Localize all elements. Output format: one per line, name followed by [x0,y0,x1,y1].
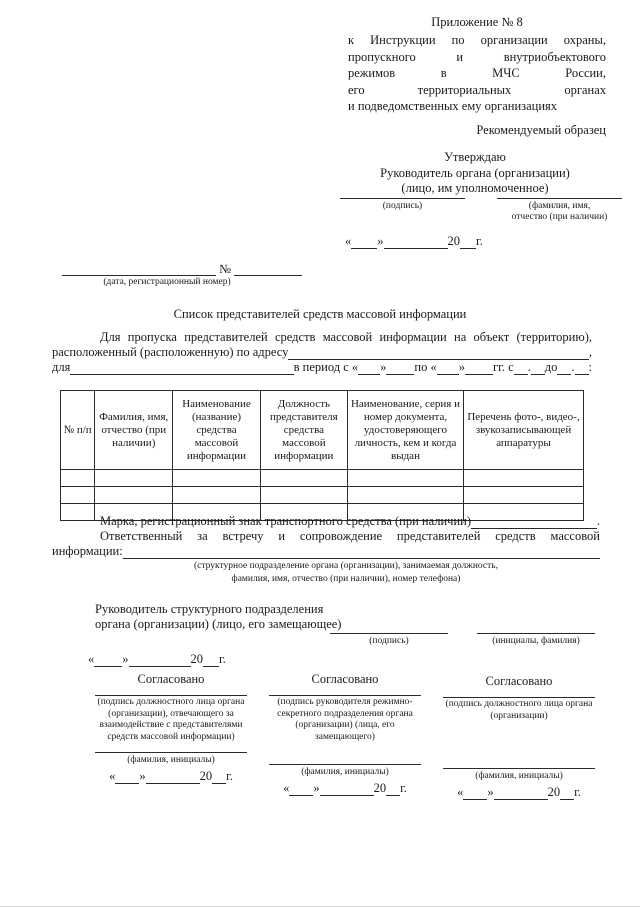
intro-colon: : [588,360,592,374]
responsible-label: информации: [52,544,123,558]
approve-date-year: 20 [447,234,460,248]
approval-column-3 [443,672,595,800]
intro-line-1: Для пропуска представителей средств массовой информации на объект (территорию), [100,330,592,344]
table-row[interactable] [61,470,584,487]
cell-equipment[interactable] [463,487,583,504]
head-signature-caption: (подпись) [369,636,409,646]
approval-date-quote-open-1: « [109,769,116,783]
cell-fullname[interactable] [95,487,173,504]
approve-signature-field[interactable] [340,198,465,223]
purpose-field[interactable] [70,362,293,375]
appendix-ref-line-2: пропускного и внутриобъектового [348,49,606,64]
approval-date-year-3: 20 [547,785,561,799]
approve-name-caption-2: отчество (при наличии) [511,212,608,222]
approval-date-3[interactable] [443,785,595,800]
appendix-number: Приложение № 8 [431,15,523,29]
cell-equipment[interactable] [463,470,583,487]
approval-date-suffix-2: г. [400,781,407,795]
approve-date-line[interactable] [345,234,483,249]
responsible-caption-1: (структурное подразделение органа (организации), занимаемая должность, [194,561,498,571]
appendix-ref-line-4: его территориальных органах [348,82,606,97]
approval-date-2[interactable] [269,781,421,796]
cell-media-name[interactable] [173,470,260,487]
approval-date-1[interactable] [95,769,247,784]
number-symbol: № [219,262,231,276]
approval-name-caption-3: (фамилия, инициалы) [475,771,563,781]
table-header-number: № п/п [61,391,95,470]
intro-address-label: расположенный (расположенную) по адресу [52,345,289,359]
approve-word: Утверждаю [444,150,506,164]
approve-date-suffix: г. [476,234,483,248]
approval-name-caption-1: (фамилия, инициалы) [127,755,215,765]
intro-purpose-label: для [52,360,71,374]
approval-date-quote-open-2: « [283,781,290,795]
cell-number[interactable] [61,487,95,504]
approve-name-line [497,198,622,199]
head-of-unit-date-line[interactable] [88,652,226,667]
approval-date-quote-close-1: » [139,769,146,783]
head-of-unit-line-2: органа (организации) (лицо, его замещающее) [95,617,342,631]
vehicle-line [52,514,600,529]
approve-date-quote-open: « [345,234,352,248]
representatives-table [60,390,584,521]
approve-name-field[interactable] [497,198,622,223]
cell-position[interactable] [260,470,347,487]
appendix-ref-line-1: к Инструкции по организации охраны, [348,33,606,47]
responsible-line-1: Ответственный за встречу и сопровождение представителей средств массовой [100,529,600,543]
head-date-suffix: г. [219,652,226,666]
responsible-caption-2: фамилия, имя, отчество (при наличии), номер телефона) [231,574,461,584]
head-initials-line [477,633,595,634]
page-title: Список представителей средств массовой информации [173,307,467,321]
vehicle-label: Марка, регистрационный знак транспортного средства (при наличии) [100,514,472,528]
approval-name-caption-2: (фамилия, инициалы) [301,767,389,777]
approve-name-caption-1: (фамилия, имя, [528,201,591,211]
vehicle-field[interactable] [471,516,597,529]
table-header-fullname: Фамилия, имя, отчество (при наличии) [95,391,173,470]
table-header-position: Должность представителя средства массовой информации [260,391,347,470]
approval-caption-1: (подпись должностного лица органа (организации), отвечающего за взаимодействие с представителями средств массовой информации) [97,697,245,742]
table-row[interactable] [61,487,584,504]
appendix-reference [348,32,606,115]
registration-date-field[interactable] [62,262,216,276]
head-date-quote-close: » [122,652,129,666]
approval-date-suffix-3: г. [574,785,581,799]
intro-years-label: гг. с [492,360,514,374]
intro-line-3 [52,360,592,375]
table-header-id-document: Наименование, серия и номер документа, удостоверяющего личность, кем и когда выдан [348,391,464,470]
vehicle-line-end: . [596,514,600,528]
approve-date-quote-close: » [377,234,384,248]
approval-date-quote-close-3: » [487,785,494,799]
registration-block[interactable] [62,262,302,287]
intro-period-to: по « [414,360,437,374]
intro-dot-2: . [571,360,575,374]
cell-id-document[interactable] [348,487,464,504]
intro-until-label: до [544,360,558,374]
head-date-year: 20 [190,652,203,666]
appendix-ref-line-5: и подведомственных ему организациях [348,99,558,113]
head-signature-field[interactable] [330,633,448,647]
cell-id-document[interactable] [348,470,464,487]
head-initials-caption: (инициалы, фамилия) [492,636,580,646]
approve-role-line-2: (лицо, им уполномоченное) [401,181,549,195]
table-header-media-name: Наименование (название) средства массовой информации [173,391,260,470]
approval-title-1: Согласовано [137,672,205,686]
cell-fullname[interactable] [95,470,173,487]
table-header-equipment: Перечень фото-, видео-, звукозаписывающей аппаратуры [463,391,583,470]
approval-caption-3: (подпись должностного лица органа (организации) [445,699,593,721]
head-date-quote-open: « [88,652,95,666]
cell-media-name[interactable] [173,487,260,504]
approval-date-quote-open-3: « [457,785,464,799]
registration-number-field[interactable] [234,262,302,276]
approval-caption-2: (подпись руководителя режимно-секретного подразделения органа (организации) (лица, его замещающего) [277,697,413,742]
table-header-row [61,391,584,470]
intro-paragraph [52,330,592,375]
appendix-header [348,14,606,115]
approval-date-year-2: 20 [373,781,387,795]
recommended-sample-label: Рекомендуемый образец [476,123,606,137]
address-field[interactable] [288,347,589,360]
approval-date-year-1: 20 [199,769,213,783]
registration-caption: (дата, регистрационный номер) [103,277,231,287]
responsible-line-2 [52,544,600,559]
approve-signature-line [340,198,465,199]
intro-line-2 [52,345,592,360]
head-of-unit-line-1: Руководитель структурного подразделения [95,602,324,616]
approval-title-3: Согласовано [485,674,553,688]
approve-signature-caption: (подпись) [382,201,423,211]
after-table-section [52,514,600,585]
cell-position[interactable] [260,487,347,504]
approval-column-2 [269,672,421,800]
head-signature-line [330,633,448,634]
head-of-unit-block [95,602,341,632]
intro-quote-1: » [380,360,387,374]
approvals-section [95,672,595,800]
appendix-ref-line-3: режимов в МЧС России, [348,66,606,80]
intro-line-2-end: , [588,345,592,359]
approval-date-suffix-1: г. [226,769,233,783]
intro-period-from: в период с « [293,360,359,374]
approval-date-quote-close-2: » [313,781,320,795]
approval-title-2: Согласовано [311,672,379,686]
intro-quote-2: » [458,360,465,374]
responsible-field[interactable] [123,546,600,559]
approve-block [340,150,610,197]
approve-role-line-1: Руководитель органа (организации) [380,165,570,180]
intro-dot-1: . [527,360,531,374]
cell-number[interactable] [61,470,95,487]
head-of-unit-signature-row [330,633,595,647]
head-initials-field[interactable] [477,633,595,647]
approval-column-1 [95,672,247,800]
approve-signature-row [340,198,622,223]
